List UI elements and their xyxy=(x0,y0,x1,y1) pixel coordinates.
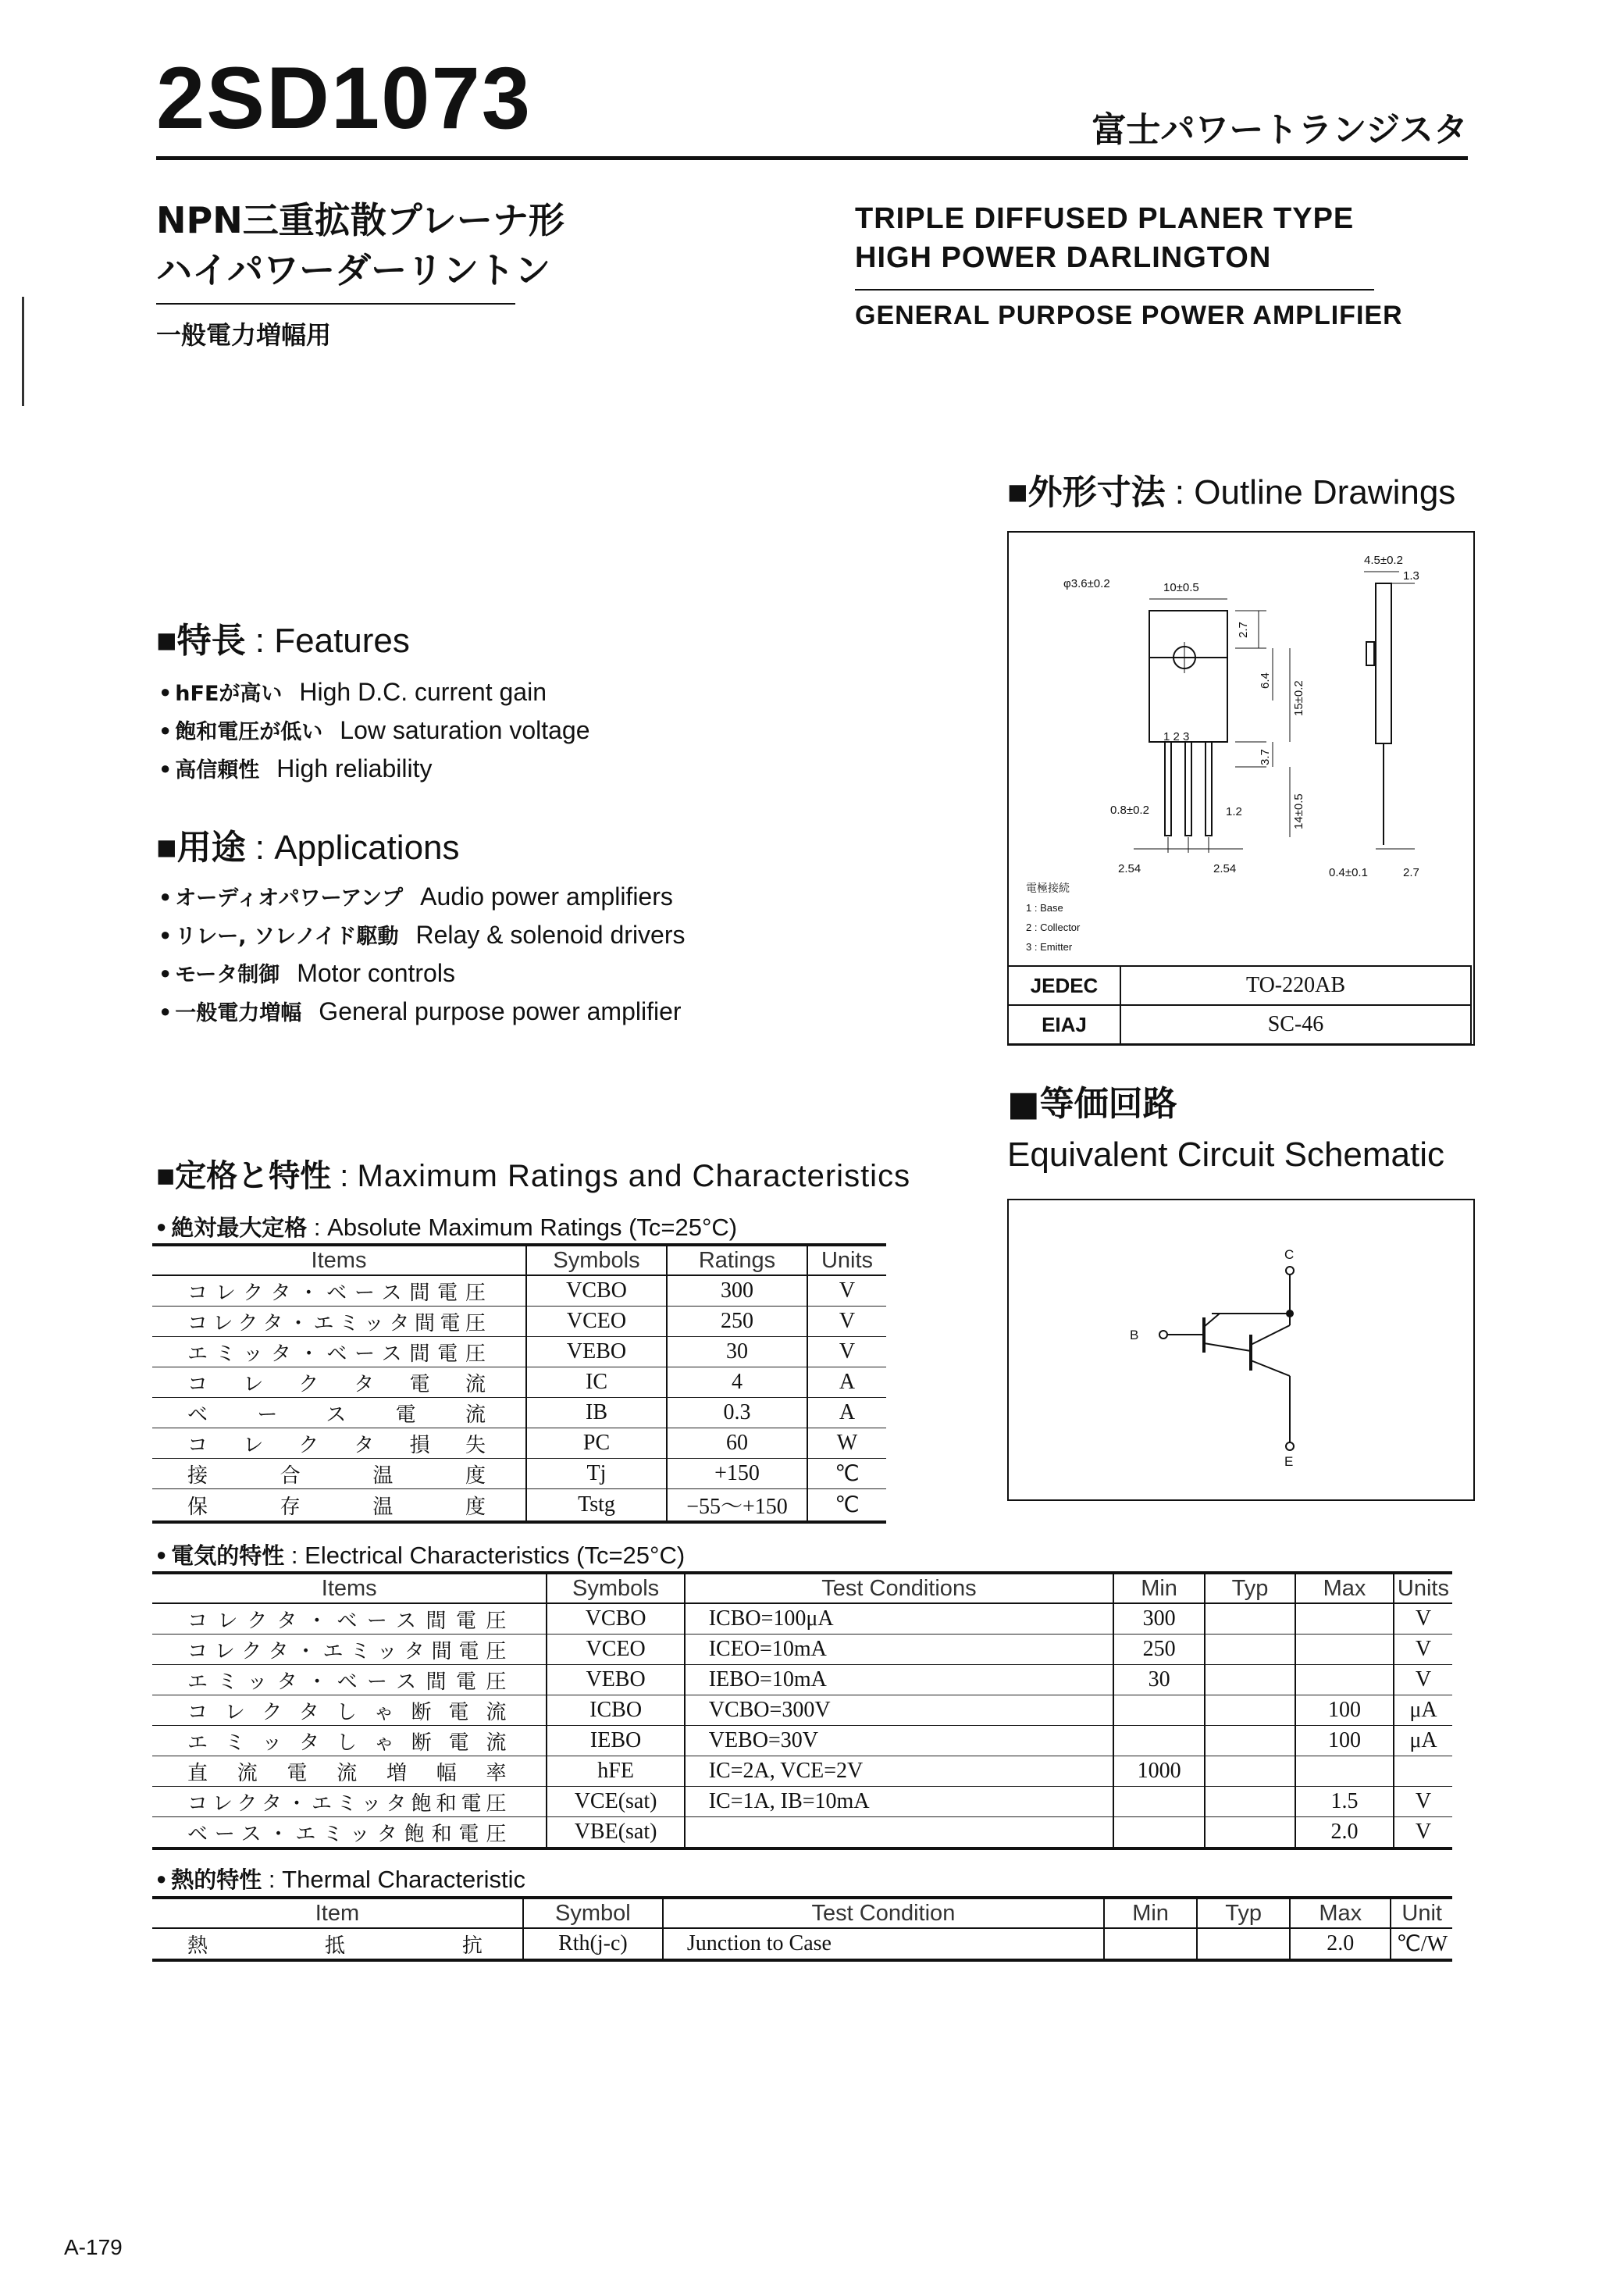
col-header: Ratings xyxy=(667,1245,807,1275)
applications-heading: ■用途 : Applications xyxy=(156,828,460,868)
table-cell xyxy=(1113,1787,1205,1817)
dim-label: 2.54 xyxy=(1118,862,1141,875)
square-bullet-icon: ■ xyxy=(1007,1084,1040,1124)
item-jp: 飽和電圧が低い xyxy=(175,720,323,744)
elec-table xyxy=(152,1571,1452,1850)
jp-title-line-2: ハイパワーダーリントン xyxy=(156,249,551,291)
table-cell: 250 xyxy=(1113,1635,1205,1665)
table-cell: VCE(sat) xyxy=(547,1787,684,1817)
table-cell: コレクタ・ベース間電圧 xyxy=(152,1603,547,1635)
abs-max-heading: ● 絶対最大定格 : Absolute Maximum Ratings (Tc=25°C) xyxy=(156,1214,738,1241)
bullet-icon: ● xyxy=(160,758,171,778)
list-item xyxy=(160,919,686,957)
table-cell xyxy=(1113,1695,1205,1726)
table-cell: A xyxy=(807,1398,886,1428)
thermal-heading-jp: 熱的特性 xyxy=(171,1866,262,1893)
side-view-tab-step xyxy=(1366,642,1374,665)
table-cell: μA xyxy=(1394,1726,1452,1756)
table-row xyxy=(152,1367,886,1398)
abs-max-heading-jp: 絶対最大定格 xyxy=(171,1214,308,1241)
table-cell: コレクタ電流 xyxy=(152,1367,526,1398)
table-row xyxy=(152,1787,1452,1817)
outline-heading-jp: 外形寸法 xyxy=(1027,472,1166,512)
col-header: Typ xyxy=(1197,1898,1290,1928)
table-row xyxy=(152,1635,1452,1665)
package-value: TO-220AB xyxy=(1120,966,1471,1005)
list-item xyxy=(160,676,590,715)
bullet-icon: ● xyxy=(160,886,171,906)
en-rule xyxy=(855,289,1374,291)
dim-label: 0.8±0.2 xyxy=(1110,804,1149,817)
table-cell: VCBO xyxy=(547,1603,684,1635)
table-cell: 60 xyxy=(667,1428,807,1459)
bullet-icon: ● xyxy=(160,925,171,944)
lead-1 xyxy=(1165,742,1171,836)
package-table xyxy=(1007,965,1472,1045)
col-header: Symbols xyxy=(547,1573,684,1603)
side-view-body xyxy=(1376,583,1391,743)
table-cell: IEBO=10mA xyxy=(685,1665,1113,1695)
table-row xyxy=(152,1398,886,1428)
dim-label: 14±0.5 xyxy=(1292,793,1305,829)
item-en: Audio power amplifiers xyxy=(420,882,673,911)
item-jp: 高信頼性 xyxy=(175,758,260,783)
table-cell xyxy=(1295,1603,1394,1635)
table-cell xyxy=(1205,1817,1295,1849)
table-cell xyxy=(1113,1726,1205,1756)
pin-legend: 2 : Collector xyxy=(1026,922,1081,933)
circuit-heading-jp-text: 等価回路 xyxy=(1039,1084,1177,1124)
table-row xyxy=(152,1928,1452,1960)
item-en: Motor controls xyxy=(297,959,455,987)
outline-heading: ■外形寸法 : Outline Drawings xyxy=(1007,472,1456,512)
table-cell xyxy=(1205,1787,1295,1817)
circuit-heading-en: Equivalent Circuit Schematic xyxy=(1007,1135,1445,1174)
terminal-e xyxy=(1286,1442,1294,1450)
item-jp: オーディオパワーアンプ xyxy=(175,886,404,911)
item-jp: 一般電力増幅 xyxy=(175,1001,302,1025)
elec-heading: ● 電気的特性 : Electrical Characteristics (Tc=25°C) xyxy=(156,1542,686,1569)
maker-label: 富士パワートランジスタ xyxy=(1092,111,1468,149)
bullet-icon: ● xyxy=(160,963,171,982)
col-header: Min xyxy=(1104,1898,1197,1928)
bullet-icon: ● xyxy=(160,1001,171,1021)
item-en: General purpose power amplifier xyxy=(319,997,682,1025)
table-cell: VEBO=30V xyxy=(685,1726,1113,1756)
elec-heading-en: Electrical Characteristics (Tc=25°C) xyxy=(304,1542,686,1569)
table-cell: Tstg xyxy=(526,1489,667,1523)
table-cell xyxy=(1205,1665,1295,1695)
table-cell: W xyxy=(807,1428,886,1459)
table-row xyxy=(152,1275,886,1307)
jp-title xyxy=(156,195,564,295)
features-list xyxy=(160,676,590,791)
en-subtitle: GENERAL PURPOSE POWER AMPLIFIER xyxy=(855,301,1403,330)
table-cell xyxy=(1205,1726,1295,1756)
table-row xyxy=(152,1603,1452,1635)
table-cell: V xyxy=(807,1337,886,1367)
table-cell: 0.3 xyxy=(667,1398,807,1428)
pin-legend: 3 : Emitter xyxy=(1026,941,1073,953)
table-cell: コレクタ・ベース間電圧 xyxy=(152,1275,526,1307)
abs-max-table xyxy=(152,1243,886,1524)
dim-label: 1.3 xyxy=(1403,569,1419,583)
table-cell: エミッタしゃ断電流 xyxy=(152,1726,547,1756)
ratings-heading-en: Maximum Ratings and Characteristics xyxy=(357,1159,911,1193)
table-cell: VCEO xyxy=(547,1635,684,1665)
table-header-row xyxy=(152,1898,1452,1928)
table-cell xyxy=(1205,1635,1295,1665)
table-cell: 2.0 xyxy=(1295,1817,1394,1849)
elec-heading-jp: 電気的特性 xyxy=(171,1542,285,1569)
col-header: Max xyxy=(1295,1573,1394,1603)
jp-subtitle: 一般電力増幅用 xyxy=(156,320,332,350)
bullet-icon: ● xyxy=(160,720,171,740)
table-cell: 直流電流増幅率 xyxy=(152,1756,547,1787)
col-header: Test Condition xyxy=(663,1898,1104,1928)
table-cell: ℃ xyxy=(807,1459,886,1489)
table-cell xyxy=(1295,1635,1394,1665)
col-header: Item xyxy=(152,1898,523,1928)
outline-heading-en: Outline Drawings xyxy=(1194,473,1456,512)
table-cell: V xyxy=(1394,1817,1452,1849)
bullet-icon: ● xyxy=(160,682,171,701)
dim-label: 10±0.5 xyxy=(1163,581,1199,594)
table-row xyxy=(152,1428,886,1459)
item-jp: hFEが高い xyxy=(175,682,283,706)
ratings-heading-jp: 定格と特性 xyxy=(175,1158,332,1194)
dim-label: 2.7 xyxy=(1403,866,1419,879)
table-row xyxy=(152,1459,886,1489)
en-title-line-1: TRIPLE DIFFUSED PLANER TYPE xyxy=(855,202,1355,235)
circuit-box xyxy=(1007,1199,1475,1501)
table-row xyxy=(152,1695,1452,1726)
package-value: SC-46 xyxy=(1120,1005,1471,1044)
table-cell: −55〜+150 xyxy=(667,1489,807,1523)
table-cell: 4 xyxy=(667,1367,807,1398)
terminal-b xyxy=(1159,1331,1167,1339)
col-header: Test Conditions xyxy=(685,1573,1113,1603)
features-heading-en: Features xyxy=(274,622,410,660)
table-cell: ℃ xyxy=(807,1489,886,1523)
table-cell: V xyxy=(807,1307,886,1337)
table-cell: ICEO=10mA xyxy=(685,1635,1113,1665)
table-cell: Rth(j-c) xyxy=(523,1928,663,1960)
item-en: High reliability xyxy=(276,754,433,783)
lead-2 xyxy=(1185,742,1191,836)
table-cell: Junction to Case xyxy=(663,1928,1104,1960)
table-cell: +150 xyxy=(667,1459,807,1489)
col-header: Symbols xyxy=(526,1245,667,1275)
col-header: Symbol xyxy=(523,1898,663,1928)
table-cell: 100 xyxy=(1295,1695,1394,1726)
label-c: C xyxy=(1284,1247,1295,1262)
list-item xyxy=(160,881,686,919)
square-bullet-icon: ■ xyxy=(156,829,177,867)
table-cell: PC xyxy=(526,1428,667,1459)
col-header: Min xyxy=(1113,1573,1205,1603)
col-header: Max xyxy=(1290,1898,1391,1928)
list-item xyxy=(160,957,686,996)
table-cell: VCBO=300V xyxy=(685,1695,1113,1726)
table-cell: IC=1A, IB=10mA xyxy=(685,1787,1113,1817)
table-row xyxy=(152,1665,1452,1695)
package-std: EIAJ xyxy=(1008,1005,1120,1044)
applications-list xyxy=(160,881,686,1034)
package-body xyxy=(1149,658,1227,742)
pin-legend: 1 : Base xyxy=(1026,902,1063,914)
package-std: JEDEC xyxy=(1008,966,1120,1005)
features-heading-jp: 特長 xyxy=(176,621,246,661)
table-row xyxy=(152,1726,1452,1756)
table-cell: IEBO xyxy=(547,1726,684,1756)
table-cell: V xyxy=(1394,1665,1452,1695)
table-row xyxy=(152,1817,1452,1849)
label-e: E xyxy=(1284,1454,1294,1469)
table-cell: A xyxy=(807,1367,886,1398)
table-cell: V xyxy=(1394,1635,1452,1665)
table-cell: V xyxy=(807,1275,886,1307)
dim-label: 3.7 xyxy=(1259,749,1272,765)
table-cell: 30 xyxy=(1113,1665,1205,1695)
table-row xyxy=(152,1307,886,1337)
part-number: 2SD1073 xyxy=(156,49,532,147)
table-cell: コレクタ・エミッタ間電圧 xyxy=(152,1635,547,1665)
table-cell: hFE xyxy=(547,1756,684,1787)
table-header-row xyxy=(152,1573,1452,1603)
item-en: Relay & solenoid drivers xyxy=(415,921,686,949)
table-cell: ICBO xyxy=(547,1695,684,1726)
list-item xyxy=(160,753,590,791)
square-bullet-icon: ■ xyxy=(156,1159,176,1193)
table-cell: VBE(sat) xyxy=(547,1817,684,1849)
outline-drawing xyxy=(1009,533,1473,966)
table-row xyxy=(152,1337,886,1367)
list-item xyxy=(160,996,686,1034)
bullet-icon: ● xyxy=(156,1545,167,1564)
table-cell xyxy=(1295,1756,1394,1787)
col-header: Typ xyxy=(1205,1573,1295,1603)
col-header: Unit xyxy=(1391,1898,1452,1928)
table-cell: 100 xyxy=(1295,1726,1394,1756)
table-row xyxy=(1008,966,1471,1005)
pin-numbers: 1 2 3 xyxy=(1163,730,1190,743)
table-cell: コレクタ・エミッタ間電圧 xyxy=(152,1307,526,1337)
table-cell: IB xyxy=(526,1398,667,1428)
table-cell xyxy=(1205,1756,1295,1787)
thermal-table xyxy=(152,1896,1452,1962)
square-bullet-icon: ■ xyxy=(156,622,177,660)
header-rule xyxy=(156,156,1468,160)
table-cell: ℃/W xyxy=(1391,1928,1452,1960)
item-en: High D.C. current gain xyxy=(299,678,547,706)
table-cell xyxy=(1205,1695,1295,1726)
list-item xyxy=(160,715,590,753)
dim-label: 4.5±0.2 xyxy=(1364,554,1403,567)
table-cell: コレクタ・エミッタ飽和電圧 xyxy=(152,1787,547,1817)
table-cell xyxy=(1113,1817,1205,1849)
table-cell: コレクタしゃ断電流 xyxy=(152,1695,547,1726)
table-row xyxy=(1008,1005,1471,1044)
thermal-heading: ● 熱的特性 : Thermal Characteristic xyxy=(156,1866,525,1893)
table-cell: 300 xyxy=(667,1275,807,1307)
jp-rule xyxy=(156,303,515,305)
features-heading: ■特長 : Features xyxy=(156,621,410,661)
thermal-heading-en: Thermal Characteristic xyxy=(282,1866,525,1893)
table-cell: 30 xyxy=(667,1337,807,1367)
table-cell xyxy=(685,1817,1113,1849)
table-cell: 1000 xyxy=(1113,1756,1205,1787)
pin-legend-title: 電極接続 xyxy=(1026,882,1070,895)
item-jp: リレー, ソレノイド駆動 xyxy=(175,925,399,949)
table-cell xyxy=(1197,1928,1290,1960)
table-cell: VEBO xyxy=(547,1665,684,1695)
table-cell: ベース電流 xyxy=(152,1398,526,1428)
table-cell: エミッタ・ベース間電圧 xyxy=(152,1665,547,1695)
bullet-icon: ● xyxy=(156,1217,167,1236)
dim-label: 2.7 xyxy=(1237,622,1250,638)
circuit-heading-jp xyxy=(1007,1084,1177,1125)
table-cell xyxy=(1104,1928,1197,1960)
table-cell: ICBO=100μA xyxy=(685,1603,1113,1635)
table-cell: 接合温度 xyxy=(152,1459,526,1489)
table-cell: ベース・エミッタ飽和電圧 xyxy=(152,1817,547,1849)
dim-label: 0.4±0.1 xyxy=(1329,866,1368,879)
table-cell: μA xyxy=(1394,1695,1452,1726)
table-cell: Tj xyxy=(526,1459,667,1489)
col-header: Units xyxy=(807,1245,886,1275)
table-cell xyxy=(1205,1603,1295,1635)
en-title-line-2: HIGH POWER DARLINGTON xyxy=(855,241,1272,274)
jp-title-line-1: NPN三重拡散プレーナ形 xyxy=(156,199,564,241)
table-cell: 300 xyxy=(1113,1603,1205,1635)
table-cell xyxy=(1295,1665,1394,1695)
table-cell: 熱抵抗 xyxy=(152,1928,523,1960)
table-cell: V xyxy=(1394,1787,1452,1817)
ratings-heading: ■定格と特性 : Maximum Ratings and Characteristics xyxy=(156,1158,911,1194)
bullet-icon: ● xyxy=(156,1869,167,1888)
lead-3 xyxy=(1206,742,1212,836)
margin-bar xyxy=(22,297,24,406)
terminal-c xyxy=(1286,1267,1294,1274)
page-number: A-179 xyxy=(64,2235,123,2259)
table-cell: エミッタ・ベース間電圧 xyxy=(152,1337,526,1367)
table-row xyxy=(152,1489,886,1523)
table-cell: IC=2A, VCE=2V xyxy=(685,1756,1113,1787)
table-cell: 2.0 xyxy=(1290,1928,1391,1960)
package-tab xyxy=(1149,611,1227,658)
col-header: Units xyxy=(1394,1573,1452,1603)
dim-label: 1.2 xyxy=(1226,805,1242,818)
table-cell: 保存温度 xyxy=(152,1489,526,1523)
table-cell: V xyxy=(1394,1603,1452,1635)
dim-label: 2.54 xyxy=(1213,862,1237,875)
table-row xyxy=(152,1756,1452,1787)
table-cell: 1.5 xyxy=(1295,1787,1394,1817)
applications-heading-en: Applications xyxy=(274,829,460,867)
table-cell: 250 xyxy=(667,1307,807,1337)
applications-heading-jp: 用途 xyxy=(176,828,246,868)
table-cell xyxy=(1394,1756,1452,1787)
table-cell: VEBO xyxy=(526,1337,667,1367)
table-cell: コレクタ損失 xyxy=(152,1428,526,1459)
abs-max-heading-en: Absolute Maximum Ratings (Tc=25°C) xyxy=(327,1214,738,1241)
dim-label: φ3.6±0.2 xyxy=(1063,577,1110,590)
label-b: B xyxy=(1130,1328,1139,1342)
circuit-schematic xyxy=(1009,1200,1473,1499)
col-header: Items xyxy=(152,1245,526,1275)
en-title xyxy=(855,199,1354,277)
item-en: Low saturation voltage xyxy=(340,716,590,744)
table-header-row xyxy=(152,1245,886,1275)
col-header: Items xyxy=(152,1573,547,1603)
item-jp: モータ制御 xyxy=(175,963,280,987)
square-bullet-icon: ■ xyxy=(1007,473,1028,512)
dim-label: 15±0.2 xyxy=(1292,680,1305,716)
dim-label: 6.4 xyxy=(1259,672,1272,689)
table-cell: IC xyxy=(526,1367,667,1398)
table-cell: VCEO xyxy=(526,1307,667,1337)
table-cell: VCBO xyxy=(526,1275,667,1307)
